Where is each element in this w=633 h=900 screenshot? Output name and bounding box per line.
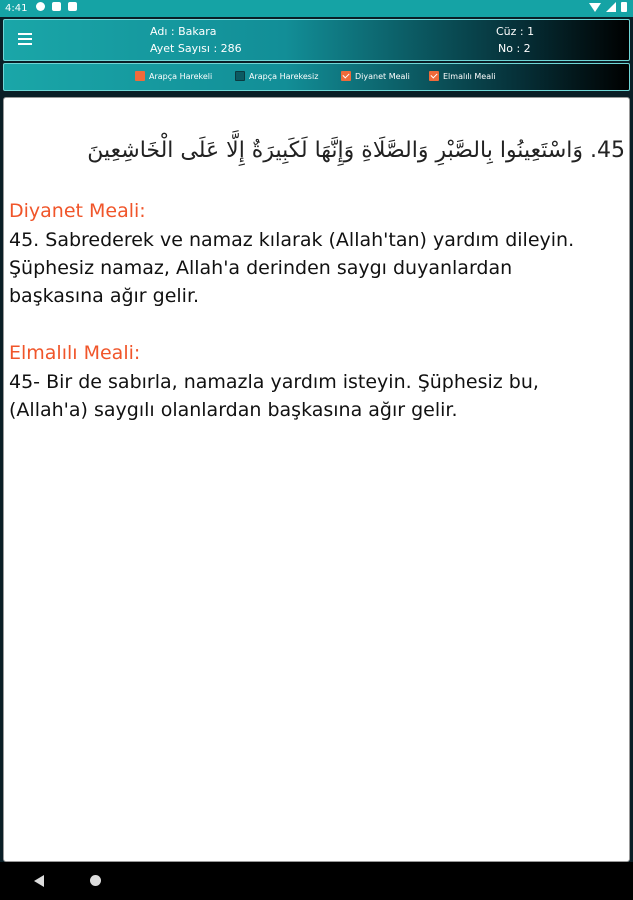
notification-icons [36, 2, 77, 11]
option-elmalili-meali[interactable] [429, 71, 496, 81]
option-label: Diyanet Meali [355, 71, 410, 81]
checkbox-arapca-harekeli[interactable] [135, 71, 145, 81]
option-label: Arapça Harekesiz [249, 71, 319, 81]
checkbox-arapca-harekesiz[interactable] [235, 71, 245, 81]
sd-card-icon [68, 2, 77, 11]
option-arapca-harekesiz[interactable] [235, 71, 318, 81]
elmalili-text: 45- Bir de sabırla, namazla yardım isteyin. Şüphesiz bu, (Allah'a) saygılı olanlardan başkasına ağır gelir. [9, 371, 539, 421]
system-nav-bar [0, 862, 633, 900]
option-diyanet-meali[interactable] [341, 71, 410, 81]
status-time: 4:41 [5, 3, 28, 14]
status-indicators [589, 2, 627, 12]
wifi-icon [589, 3, 601, 12]
display-options-bar [3, 63, 630, 91]
diyanet-text: 45. Sabrederek ve namaz kılarak (Allah'tan) yardım dileyin. Şüphesiz namaz, Allah'a derinden saygı duyanlardan başkasına ağır gelir. [9, 229, 575, 307]
cuz-number: Cüz : 1 [496, 25, 535, 38]
diyanet-title: Diyanet Meali: [9, 200, 146, 222]
back-icon[interactable] [34, 875, 44, 887]
surah-name: Adı : Bakara [150, 25, 217, 38]
checkbox-diyanet-meali[interactable] [341, 71, 351, 81]
surah-number: No : 2 [498, 42, 531, 55]
home-icon[interactable] [90, 875, 101, 886]
settings-notification-icon [36, 2, 45, 11]
status-bar [0, 0, 633, 17]
menu-icon[interactable] [18, 33, 32, 45]
elmalili-title: Elmalılı Meali: [9, 342, 141, 364]
verse-content [3, 97, 630, 862]
option-label: Elmalılı Meali [443, 71, 496, 81]
checkbox-elmalili-meali[interactable] [429, 71, 439, 81]
option-label: Arapça Harekeli [149, 71, 213, 81]
signal-icon [606, 2, 616, 12]
battery-icon [621, 2, 627, 12]
ayet-count: Ayet Sayısı : 286 [150, 42, 242, 55]
surah-header [3, 19, 630, 61]
app-notification-icon [52, 2, 61, 11]
option-arapca-harekeli[interactable] [135, 71, 212, 81]
arabic-verse: 45. وَاسْتَعِينُوا بِالصَّبْرِ وَالصَّلَاةِ وَإِنَّهَا لَكَبِيرَةٌ إِلَّا عَلَى الْخَاشِعِينَ [87, 138, 625, 163]
